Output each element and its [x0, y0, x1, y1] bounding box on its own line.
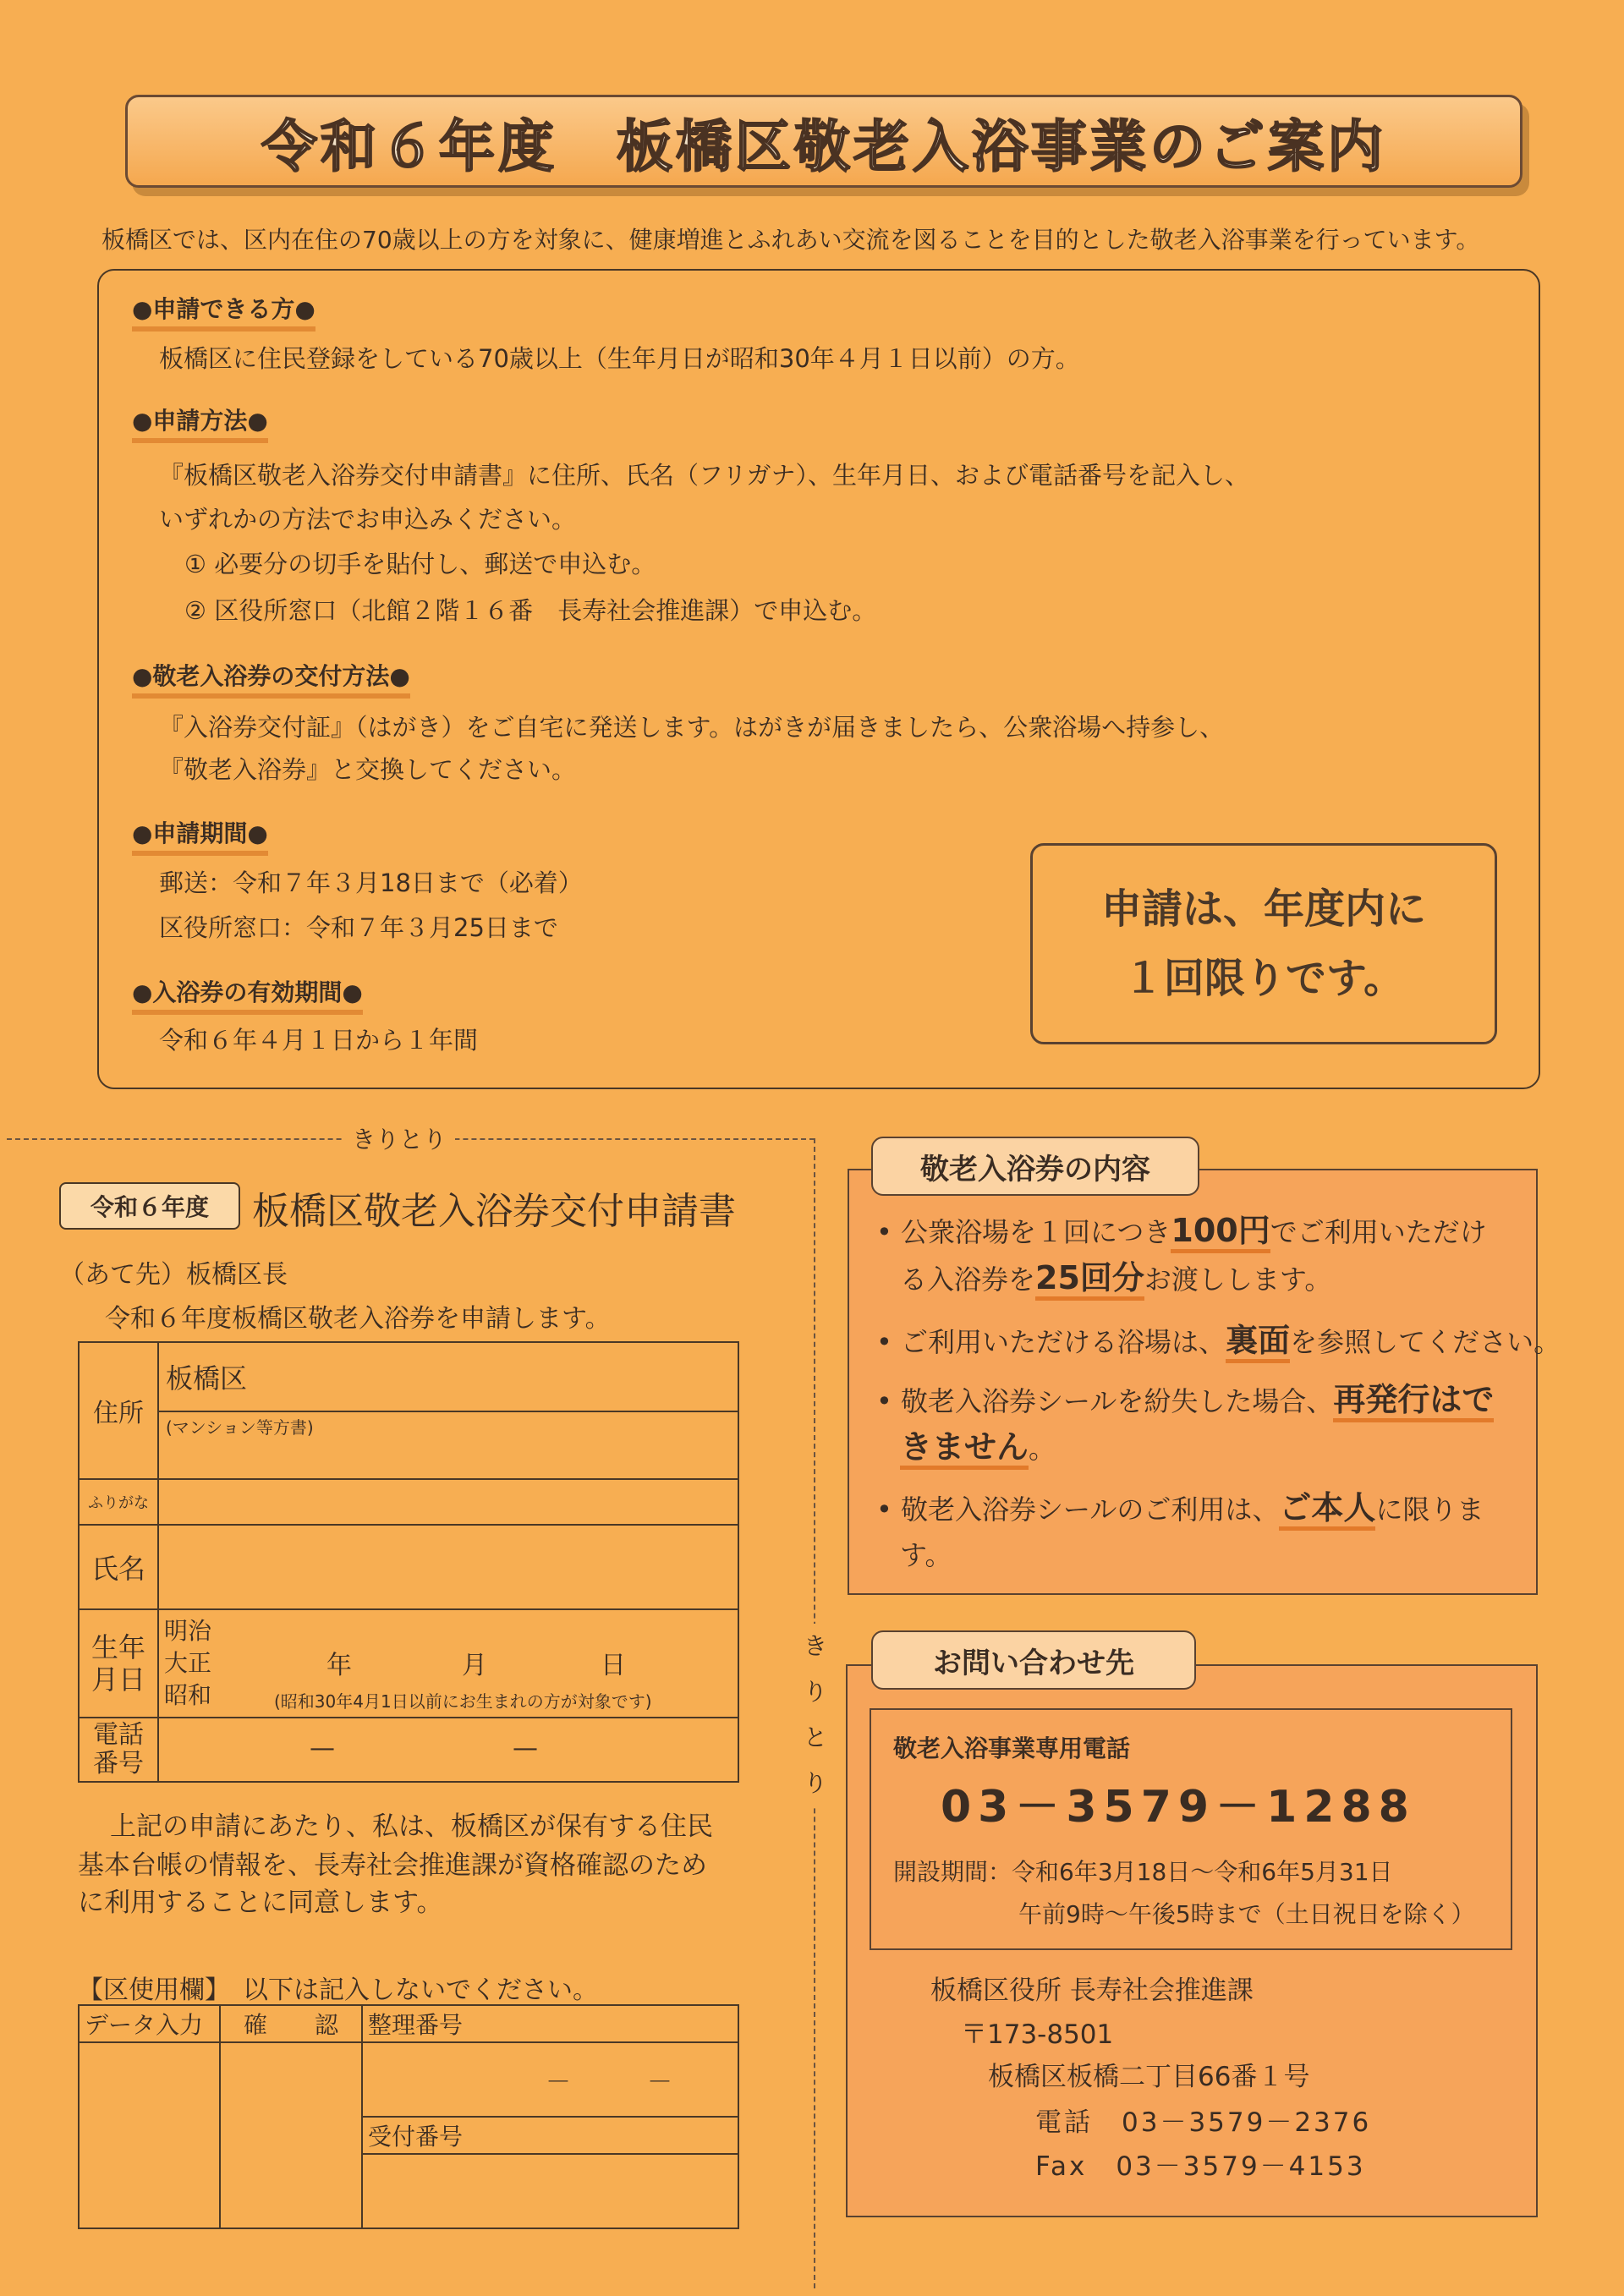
address-prefill: 板橋区	[166, 1362, 248, 1395]
b2-text-b: を参照してください。	[1290, 1326, 1561, 1358]
validity-text: 令和６年４月１日から１年間	[159, 1026, 479, 1055]
era-showa[interactable]: 昭和	[164, 1681, 212, 1709]
b2-back-side: 裏面	[1226, 1322, 1290, 1363]
contents-bullet-3: • 敬老入浴券シールを紛失した場合、再発行はで きません。	[876, 1377, 1519, 1471]
notice-line-1: 申請は、年度内に	[1100, 885, 1426, 933]
consent-line-3: に利用することに同意します。	[78, 1888, 443, 1918]
form-year-badge: 令和６年度	[59, 1182, 240, 1230]
b1-price: 100円	[1171, 1212, 1270, 1253]
era-meiji[interactable]: 明治	[164, 1617, 212, 1645]
b1-text-a: 公衆浴場を１回につき	[901, 1216, 1171, 1248]
office-use-heading: 【区使用欄】 以下は記入しないでください。	[78, 1975, 598, 2005]
phone-label	[79, 1718, 158, 1782]
notice-line-2: １回限りです。	[1122, 955, 1405, 1002]
hotline-hours: 午前9時～午後5時まで（土日祝日を除く）	[1018, 1900, 1475, 1928]
data-entry-cell	[79, 2042, 220, 2228]
consent-line-1: 上記の申請にあたり、私は、板橋区が保有する住民	[110, 1811, 713, 1842]
contents-bullet-4: • 敬老入浴券シールのご利用は、ご本人に限りま す。	[876, 1485, 1519, 1578]
b3-text-b: 。	[1029, 1433, 1056, 1465]
page-title: 令和６年度 板橋区敬老入浴事業のご案内	[125, 95, 1522, 188]
office-fax	[1035, 2145, 1366, 2183]
b1-text-c: る入浴券を	[900, 1263, 1036, 1296]
birthdate-label	[79, 1609, 158, 1718]
furigana-field[interactable]	[158, 1479, 738, 1525]
contents-tab: 敬老入浴券の内容	[871, 1137, 1199, 1196]
ref-number-header: 整理番号	[362, 2005, 738, 2042]
name-label: 氏名	[79, 1525, 158, 1609]
name-field[interactable]	[158, 1525, 738, 1609]
b1-text-d: お渡しします。	[1144, 1263, 1332, 1296]
contents-bullet-2: • ご利用いただける浴場は、裏面を参照してください。	[876, 1318, 1544, 1365]
b1-count: 25回分	[1035, 1259, 1144, 1301]
tel-number[interactable]: 03－3579－2376	[1122, 2107, 1372, 2138]
confirm-cell	[220, 2042, 362, 2228]
intro-text: 板橋区では、区内在住の70歳以上の方を対象に、健康増進とふれあい交流を図ることを目的とした敬老入浴事業を行っています。	[102, 226, 1480, 254]
method-line2: いずれかの方法でお申込みください。	[159, 505, 577, 534]
application-table	[78, 1341, 739, 1783]
b1-text-b: でご利用いただけ	[1270, 1216, 1487, 1248]
hotline-label: 敬老入浴事業専用電話	[893, 1734, 1131, 1762]
office-use-table	[78, 2004, 739, 2229]
cut-char: き	[803, 1632, 827, 1660]
form-request: 令和６年度板橋区敬老入浴券を申請します。	[105, 1304, 611, 1334]
day-unit: 日	[601, 1651, 626, 1680]
cut-char: と	[803, 1723, 827, 1751]
one-time-notice	[1030, 843, 1497, 1044]
address-building-field[interactable]	[158, 1411, 738, 1479]
delivery-line2: 『敬老入浴券』と交換してください。	[159, 755, 577, 784]
phone-dash-1: —	[310, 1734, 335, 1763]
data-entry-header: データ入力	[79, 2005, 220, 2042]
method-option-1: ① 必要分の切手を貼付し、郵送で申込む。	[184, 550, 656, 578]
office-address: 板橋区板橋二丁目66番１号	[988, 2062, 1310, 2092]
b2-text-a: ご利用いただける浴場は、	[901, 1326, 1226, 1358]
eligible-text: 板橋区に住民登録をしている70歳以上（生年月日が昭和30年４月１日以前）の方。	[159, 344, 1080, 373]
office-postal-code: 〒173-8501	[961, 2019, 1114, 2050]
phone-label-2: 番号	[93, 1749, 144, 1778]
birth-label-1: 生年	[91, 1631, 145, 1663]
address-note: (マンション等方書)	[166, 1417, 314, 1438]
validity-heading: ●入浴券の有効期間●	[132, 974, 363, 1015]
eligible-heading: ●申請できる方●	[132, 291, 315, 332]
b3-no-reissue-2: きません	[900, 1428, 1029, 1470]
b4-text-a: 敬老入浴券シールのご利用は、	[901, 1493, 1280, 1526]
birth-label-2: 月日	[91, 1663, 145, 1696]
delivery-heading: ●敬老入浴券の交付方法●	[132, 658, 410, 699]
b4-text-b: に限りま	[1375, 1493, 1484, 1526]
cut-label: きりとり	[343, 1121, 455, 1155]
method-heading: ●申請方法●	[132, 403, 268, 443]
era-taisho[interactable]: 大正	[164, 1649, 212, 1677]
contact-tab: お問い合わせ先	[871, 1630, 1196, 1690]
b4-text-c: す。	[900, 1539, 952, 1571]
phone-label-1: 電話	[93, 1720, 144, 1750]
phone-field[interactable]	[158, 1718, 738, 1782]
receipt-number-cell	[362, 2154, 738, 2228]
fax-label: Fax	[1035, 2151, 1088, 2182]
office-name: 板橋区役所 長寿社会推進課	[930, 1975, 1254, 2006]
form-addressee: （あて先）板橋区長	[59, 1260, 288, 1290]
tel-label: 電話	[1035, 2107, 1093, 2138]
confirm-header: 確 認	[220, 2005, 362, 2042]
method-option-2: ② 区役所窓口（北館２階１６番 長寿社会推進課）で申込む。	[184, 596, 877, 625]
furigana-label: ふりがな	[79, 1479, 158, 1525]
era-list	[164, 1615, 211, 1712]
year-unit: 年	[326, 1651, 352, 1680]
cut-label-vertical	[798, 1624, 832, 1806]
b4-self-only: ご本人	[1279, 1489, 1375, 1531]
month-unit: 月	[462, 1651, 487, 1680]
fax-number[interactable]: 03－3579－4153	[1116, 2151, 1366, 2182]
b3-no-reissue: 再発行はで	[1333, 1381, 1494, 1422]
period-counter: 区役所窓口：令和７年３月25日まで	[159, 913, 558, 942]
office-tel	[1035, 2101, 1371, 2139]
ref-number-cell	[362, 2042, 738, 2117]
address-field[interactable]	[158, 1342, 738, 1411]
birth-note: (昭和30年4月1日以前にお生まれの方が対象です)	[274, 1691, 652, 1712]
period-mail: 郵送：令和７年３月18日まで（必着）	[159, 869, 583, 897]
address-label: 住所	[79, 1342, 158, 1479]
delivery-line1: 『入浴券交付証』（はがき）をご自宅に発送します。はがきが届きましたら、公衆浴場へ持参し、	[159, 713, 1225, 742]
consent-line-2: 基本台帳の情報を、長寿社会推進課が資格確認のため	[78, 1850, 707, 1881]
period-heading: ●申請期間●	[132, 815, 268, 856]
cut-char: り	[803, 1769, 827, 1797]
cut-char: り	[803, 1678, 827, 1706]
phone-dash-2: —	[513, 1734, 538, 1763]
method-line1: 『板橋区敬老入浴券交付申請書』に住所、氏名（フリガナ）、生年月日、および電話番号を記入し、	[159, 461, 1250, 490]
form-title: 板橋区敬老入浴券交付申請書	[252, 1190, 736, 1233]
hotline-period: 開設期間：令和6年3月18日～令和6年5月31日	[893, 1858, 1393, 1886]
contents-bullet-1: • 公衆浴場を１回につき100円でご利用いただけ る入浴券を25回分お渡しします。	[876, 1208, 1519, 1302]
ref-dashes: － －	[546, 2068, 672, 2097]
b3-text-a: 敬老入浴券シールを紛失した場合、	[901, 1385, 1334, 1417]
hotline-number[interactable]: 03－3579－1288	[941, 1782, 1416, 1833]
receipt-number-header: 受付番号	[362, 2117, 738, 2154]
birthdate-field[interactable]	[158, 1609, 738, 1718]
